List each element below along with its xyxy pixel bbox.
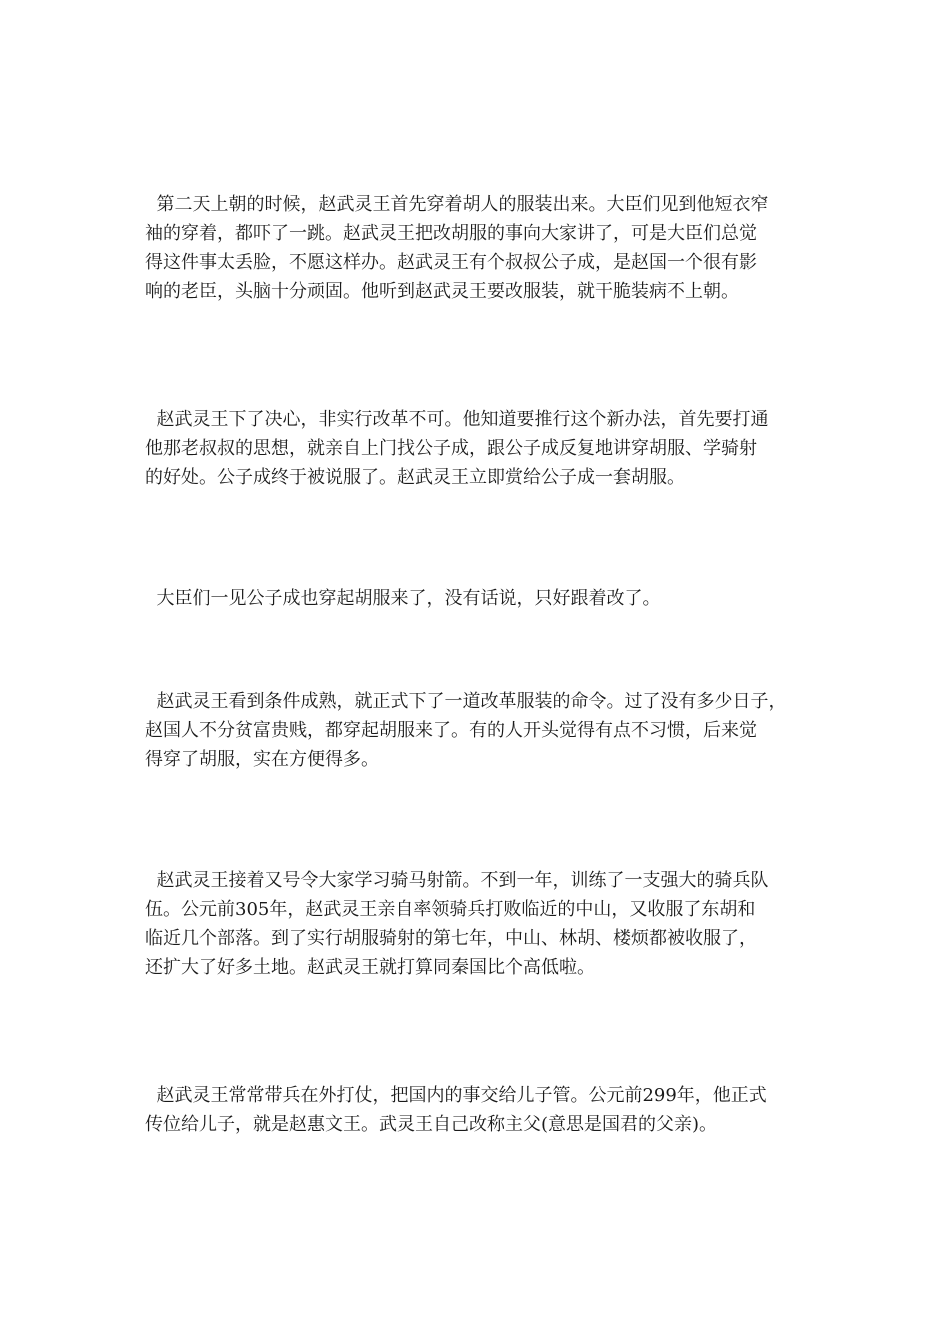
- paragraph-2: [145, 405, 825, 492]
- text-line: 传位给儿子，就是赵惠文王。武灵王自己改称主父(意思是国君的父亲)。: [145, 1114, 718, 1135]
- text-line: 临近几个部落。到了实行胡服骑射的第七年，中山、林胡、楼烦都被收服了，: [145, 928, 757, 949]
- text-line: 的好处。公子成终于被说服了。赵武灵王立即赏给公子成一套胡服。: [145, 467, 685, 488]
- paragraph-3: [145, 584, 825, 613]
- paragraph-4: [145, 687, 825, 774]
- text-line: 伍。公元前305年，赵武灵王亲自率领骑兵打败临近的中山，又收服了东胡和: [145, 899, 756, 920]
- text-line: 第二天上朝的时候，赵武灵王首先穿着胡人的服装出来。大臣们见到他短衣窄: [145, 194, 769, 215]
- text-line: 赵武灵王看到条件成熟，就正式下了一道改革服装的命令。过了没有多少日子，: [145, 691, 787, 712]
- text-line: 大臣们一见公子成也穿起胡服来了，没有话说，只好跟着改了。: [145, 588, 661, 609]
- text-line: 袖的穿着，都吓了一跳。赵武灵王把改胡服的事向大家讲了，可是大臣们总觉: [145, 223, 757, 244]
- text-line: 还扩大了好多土地。赵武灵王就打算同秦国比个高低啦。: [145, 957, 595, 978]
- text-line: 得穿了胡服，实在方便得多。: [145, 749, 379, 770]
- text-line: 他那老叔叔的思想，就亲自上门找公子成，跟公子成反复地讲穿胡服、学骑射: [145, 438, 757, 459]
- paragraph-6: [145, 1081, 825, 1139]
- text-line: 赵武灵王下了决心，非实行改革不可。他知道要推行这个新办法，首先要打通: [145, 409, 769, 430]
- paragraph-1: [145, 190, 825, 306]
- text-line: 得这件事太丢脸，不愿这样办。赵武灵王有个叔叔公子成，是赵国一个很有影: [145, 252, 757, 273]
- text-line: 赵武灵王常常带兵在外打仗，把国内的事交给儿子管。公元前299年，他正式: [145, 1085, 767, 1106]
- text-line: 赵国人不分贫富贵贱，都穿起胡服来了。有的人开头觉得有点不习惯，后来觉: [145, 720, 757, 741]
- paragraph-5: [145, 866, 825, 982]
- text-line: 响的老臣，头脑十分顽固。他听到赵武灵王要改服装，就干脆装病不上朝。: [145, 281, 739, 302]
- text-line: 赵武灵王接着又号令大家学习骑马射箭。不到一年，训练了一支强大的骑兵队: [145, 870, 769, 891]
